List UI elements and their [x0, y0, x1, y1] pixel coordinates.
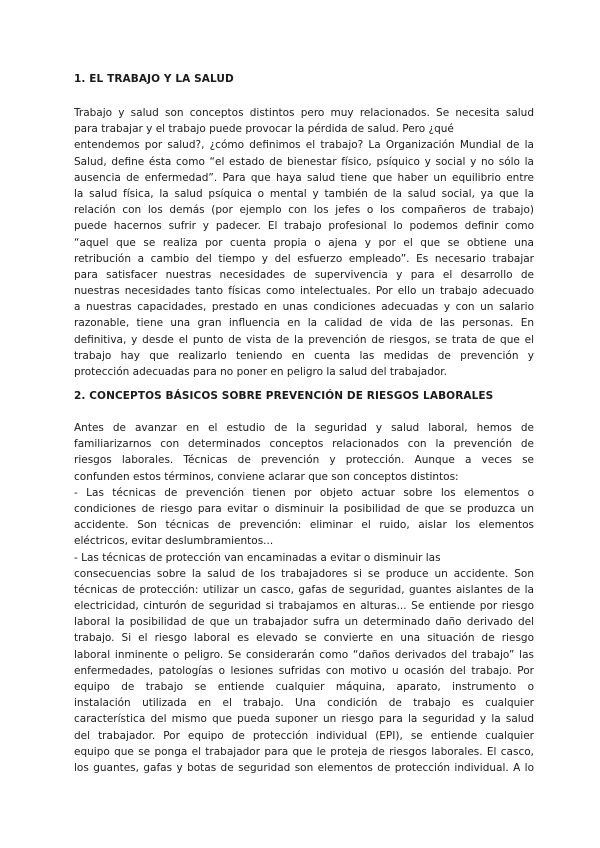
body-line: a nuestras capacidades, prestado en unas condiciones adecuadas y con un salario: [74, 301, 534, 314]
body-line: del trabajador. Por equipo de protección individual (EPI), se entiende cualquier: [74, 729, 534, 742]
section-2-heading: 2. CONCEPTOS BÁSICOS SOBRE PREVENCIÓN DE RIESGOS LABORALES: [74, 390, 494, 402]
body-line: protección adecuadas para no poner en peligro la salud del trabajador.: [74, 366, 447, 378]
body-line: enfermedades, patologías o lesiones sufridas con motivo u ocasión del trabajo. Por: [74, 664, 534, 677]
body-line: entendemos por salud?, ¿cómo definimos el trabajo? La Organización Mundial de la: [74, 139, 534, 152]
body-line: familiarizarnos con determinados conceptos relacionados con la prevención de: [74, 438, 534, 451]
body-line: Trabajo y salud son conceptos distintos pero muy relacionados. Se necesita salud: [74, 107, 534, 119]
section-2-body: [74, 420, 534, 776]
body-line: puede hacernos sufrir y padecer. El trabajo profesional lo podemos definir como: [74, 220, 534, 233]
body-line: riesgos laborales. Técnicas de prevención y protección. Aunque a veces se: [74, 454, 534, 467]
body-line: equipo de trabajo se entiende cualquier máquina, aparato, instrumento o: [74, 681, 534, 693]
body-line: eléctricos, evitar deslumbramientos...: [74, 535, 274, 548]
body-line: instalación utilizada en el trabajo. Una condición de trabajo es cualquier: [74, 697, 534, 710]
body-line: “aquel que se realiza por cuenta propia o ajena y por el que se obtiene una: [74, 236, 534, 249]
body-line: los guantes, gafas y botas de seguridad son elementos de protección individual. A lo: [74, 761, 534, 774]
body-line: trabajo. Si el riesgo laboral es elevado se convierte en una situación de riesgo: [74, 632, 534, 645]
section-1-body: [74, 105, 534, 380]
body-line: - Las técnicas de protección van encaminadas a evitar o disminuir las: [74, 551, 441, 564]
body-line: - Las técnicas de prevención tienen por objeto actuar sobre los elementos o: [74, 486, 534, 499]
body-line: nuestras necesidades tanto físicas como intelectuales. Por ello un trabajo adecuado: [74, 285, 534, 298]
body-line: la salud física, la salud psíquica o mental y también de la salud social, ya que la: [74, 187, 534, 200]
body-line: característica del mismo que pueda suponer un riesgo para la seguridad y la salud: [74, 713, 534, 726]
body-line: accidente. Son técnicas de prevención: eliminar el ruido, aislar los elementos: [74, 519, 534, 532]
body-line: laboral inminente o peligro. Se considerarán como “daños derivados del trabajo” las: [74, 648, 534, 661]
body-line: técnicas de protección: utilizar un casco, gafas de seguridad, guantes aislantes de la: [74, 583, 534, 596]
body-line: condiciones de riesgo para evitar o disminuir la posibilidad de que se produzca un: [74, 502, 534, 515]
section-1-heading: 1. EL TRABAJO Y LA SALUD: [74, 73, 234, 85]
body-line: equipo que se ponga el trabajador para que le proteja de riesgos laborales. El casco,: [74, 745, 534, 758]
body-line: ausencia de enfermedad”. Para que haya salud tiene que haber un equilibrio entre: [74, 171, 534, 184]
body-line: Antes de avanzar en el estudio de la seguridad y salud laboral, hemos de: [74, 422, 534, 434]
body-line: laboral la posibilidad de que un trabajador sufra un determinado daño derivado del: [74, 616, 534, 629]
body-line: relación con los demás (por ejemplo con los jefes o los compañeros de trabajo): [74, 204, 534, 217]
body-line: para satisfacer nuestras necesidades de supervivencia y para el desarrollo de: [74, 268, 534, 281]
body-line: razonable, tiene una gran influencia en la calidad de vida de las personas. En: [74, 317, 534, 330]
body-line: consecuencias sobre la salud de los trabajadores si se produce un accidente. Son: [74, 567, 534, 580]
body-line: trabajo hay que realizarlo teniendo en cuenta las medidas de prevención y: [74, 349, 534, 362]
body-line: retribución a cambio del tiempo y del esfuerzo empleado”. Es necesario trabajar: [74, 252, 534, 265]
body-line: electricidad, cinturón de seguridad si trabajamos en alturas... Se entiende por riesgo: [74, 600, 534, 613]
body-line: confunden estos términos, conviene aclarar que son conceptos distintos:: [74, 470, 459, 483]
body-line: Salud, define ésta como “el estado de bienestar físico, psíquico y social y no sólo la: [74, 155, 534, 168]
body-line: para trabajar y el trabajo puede provocar la pérdida de salud. Pero ¿qué: [74, 123, 454, 136]
body-line: definitiva, y desde el punto de vista de la prevención de riesgos, se trata de que el: [74, 333, 534, 346]
